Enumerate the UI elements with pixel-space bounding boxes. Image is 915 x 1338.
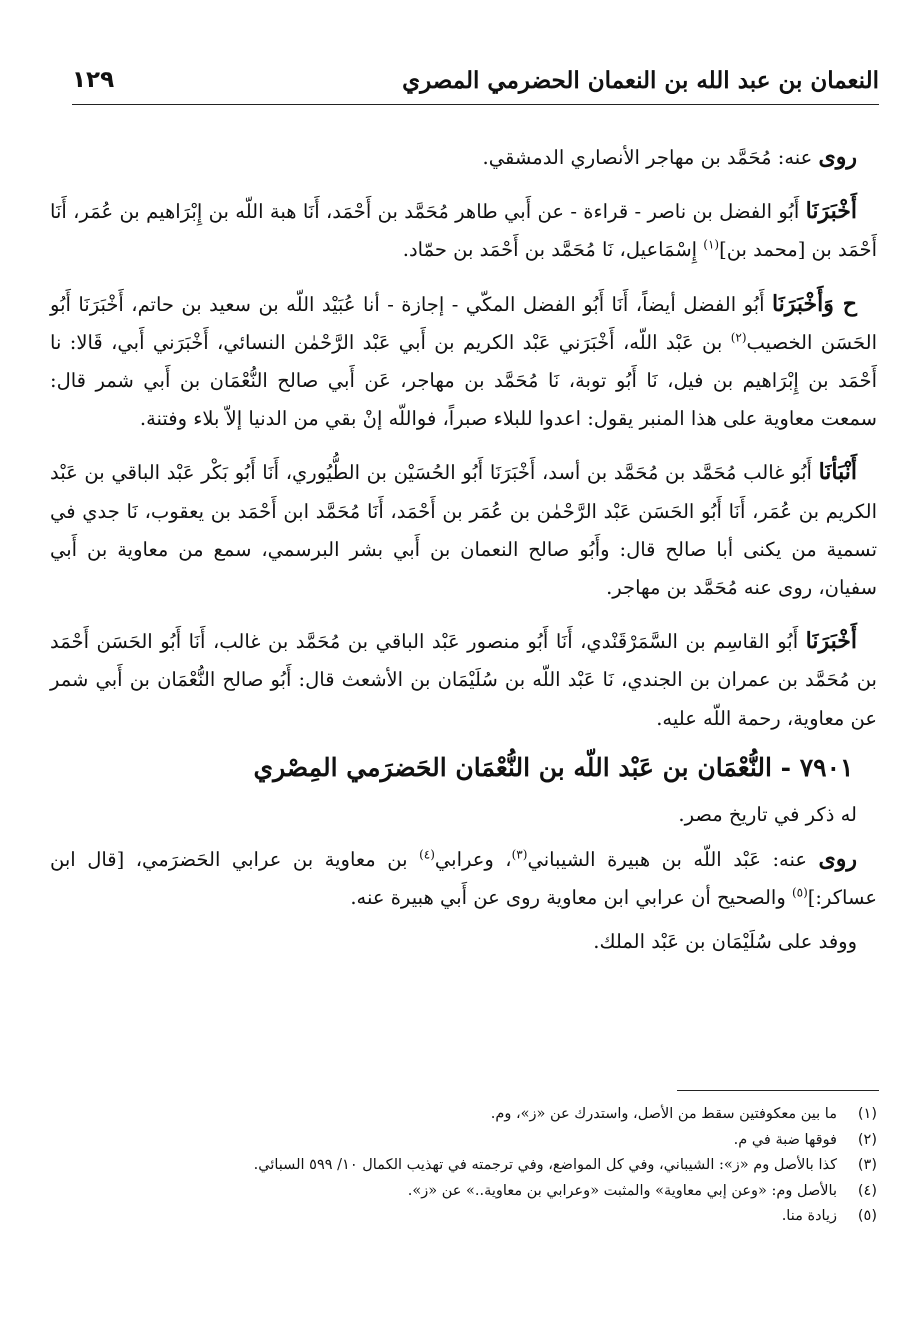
footnote-number: (١) [857, 1106, 877, 1122]
footnotes [50, 1102, 877, 1230]
page-header [72, 62, 879, 98]
paragraph [50, 192, 877, 269]
page-number: ١٢٩ [72, 67, 115, 93]
paragraph-lead: روى [818, 846, 857, 873]
paragraph-lead: ح وَأَخْبَرَنَا [771, 290, 857, 317]
footnote-number: (٥) [857, 1208, 877, 1224]
running-title: النعمان بن عبد الله بن النعمان الحضرمي المصري [402, 66, 879, 94]
footnote-rule [677, 1090, 879, 1091]
footnote-ref: (٣) [511, 847, 528, 862]
paragraph-text: عنه: عَبْد اللّه بن هبيرة الشيباني [527, 848, 819, 872]
footnote-ref: (٢) [730, 330, 747, 345]
footnote-number: (٤) [857, 1182, 877, 1199]
footnote-ref: (٤) [419, 847, 435, 862]
paragraph [50, 138, 877, 177]
footnote-text: فوقها ضبة في م. [733, 1131, 837, 1148]
paragraph [50, 840, 877, 917]
paragraph-lead: أَخْبَرَنَا [805, 198, 857, 225]
main-text [50, 138, 877, 977]
footnote-ref: (٥) [791, 885, 808, 900]
paragraph-text: ووفد على سُلَيْمَان بن عَبْد الملك. [593, 930, 857, 954]
paragraph-text: ، وعرابي [434, 848, 512, 872]
footnote-text: كذا بالأصل وم «ز»: الشيباني، وفي كل المواضع، وفي ترجمته في تهذيب الكمال ١٠/ ٥٩٩ السبائي. [253, 1157, 837, 1173]
footnote-text: بالأصل وم: «وعن إبي معاوية» والمثبت «وعرابي بن معاوية..» عن «ز». [407, 1182, 837, 1199]
footnote-number: (٣) [857, 1157, 877, 1173]
footnote-text: ما بين معكوفتين سقط من الأصل، واستدرك عن «ز»، وم. [490, 1106, 837, 1122]
paragraph-text: بن معاوية بن عرابي الحَضرَمي، [قال ابن عساكر:] [50, 848, 877, 910]
entry-heading: ٧٩٠١ - النُّعْمَان بن عَبْد اللّه بن النُّعْمَان الحَضرَمي المِصْري [253, 752, 854, 782]
paragraph-text: له ذكر في تاريخ مصر. [678, 802, 857, 826]
paragraph-lead: روى [818, 144, 857, 170]
paragraph-text: عنه: مُحَمَّد بن مهاجر الأنصاري الدمشقي. [482, 146, 819, 169]
footnote [50, 1102, 877, 1128]
paragraph [50, 622, 877, 738]
paragraph [50, 796, 877, 834]
paragraph-text: أَبُو القاسِم بن السَّمَرْقَنْدي، أَنَا أَبُو منصور عَبْد الباقي بن مُحَمَّد بن غالب، أَنَا أَبُو الحَسَن أَحْمَد بن مُحَمَّد بن عمران بن الجندي، نَا عَبْد اللّه بن سُلَيْمَان بن الأشعث قال: أَبُو صالح النُّعْمَان بن أَبي شمر عن معاوية، رحمة اللّه عليه. [50, 630, 877, 730]
paragraph [50, 285, 877, 439]
paragraph [50, 453, 877, 607]
paragraph-text: أَبُو الفضل بن ناصر - قراءة - عن أَبي طاهر مُحَمَّد بن أَحْمَد، أَنَا هبة اللّه بن إِبْرَاهيم بن عُمَر، أَنَا أَحْمَد بن [محمد بن] [50, 200, 877, 262]
paragraph [50, 923, 877, 961]
paragraph-text: بن عَبْد اللّه، أَخْبَرَني عَبْد الكريم بن أَبي عَبْد الرَّحْمٰن النسائي، أَخْبَرَني أَبي، قَالا: نا أَحْمَد بن إِبْرَاهيم بن فيل، نَا أَبُو توبة، نَا مُحَمَّد بن مهاجر، عَن أَبي صالح النُّعْمَان بن أَبي شمر قال: سمعت معاوية على هذا المنبر يقول: اعدوا للبلاء صبراً، فواللّه إنْ بقي من الدنيا إلاّ بلاء وفتنة. [50, 330, 877, 431]
footnote-text: زيادة منا. [781, 1208, 837, 1224]
footnote [50, 1204, 877, 1230]
paragraph-text: إِسْمَاعيل، نَا مُحَمَّد بن أَحْمَد بن حمّاد. [402, 238, 704, 262]
paragraph-lead: أَنْبَأنَا [818, 459, 857, 486]
footnote [50, 1179, 877, 1205]
paragraph-text: والصحيح أن عرابي ابن معاوية روى عن أَبي هبيرة عنه. [350, 886, 792, 910]
footnote-ref: (١) [703, 237, 720, 252]
paragraph-lead: أَخْبَرَنَا [805, 628, 857, 655]
header-rule [72, 104, 879, 105]
footnote-number: (٢) [857, 1131, 877, 1148]
paragraph-text: أَبُو غالب مُحَمَّد بن مُحَمَّد بن أسد، أَخْبَرَنَا أَبُو الحُسَيْن بن الطُّيُوري، أَنَا أَبُو بَكْر عَبْد الباقي بن عَبْد الكريم بن عُمَر، أَنَا أَبُو الحَسَن عَبْد الرَّحْمٰن بن عُمَر بن أَحْمَد، أَنَا مُحَمَّد ابن أَحْمَد بن يعقوب، نَا جدي في تسمية من يكنى أبا صالح قال: وأَبُو صالح النعمان بن أَبي بشر البرسمي، سمع من معاوية بن أَبي سفيان، روى عنه مُحَمَّد بن مهاجر. [50, 461, 877, 600]
footnote [50, 1153, 877, 1179]
paragraph-text: أَبُو الفضل أيضاً، أَنَا أَبُو الفضل المكّي - إجازة - أنا عُبَيْد اللّه بن سعيد بن حاتم، أَخْبَرَنَا أَبُو الحَسَن الخصيب [50, 292, 877, 354]
footnote [50, 1128, 877, 1154]
